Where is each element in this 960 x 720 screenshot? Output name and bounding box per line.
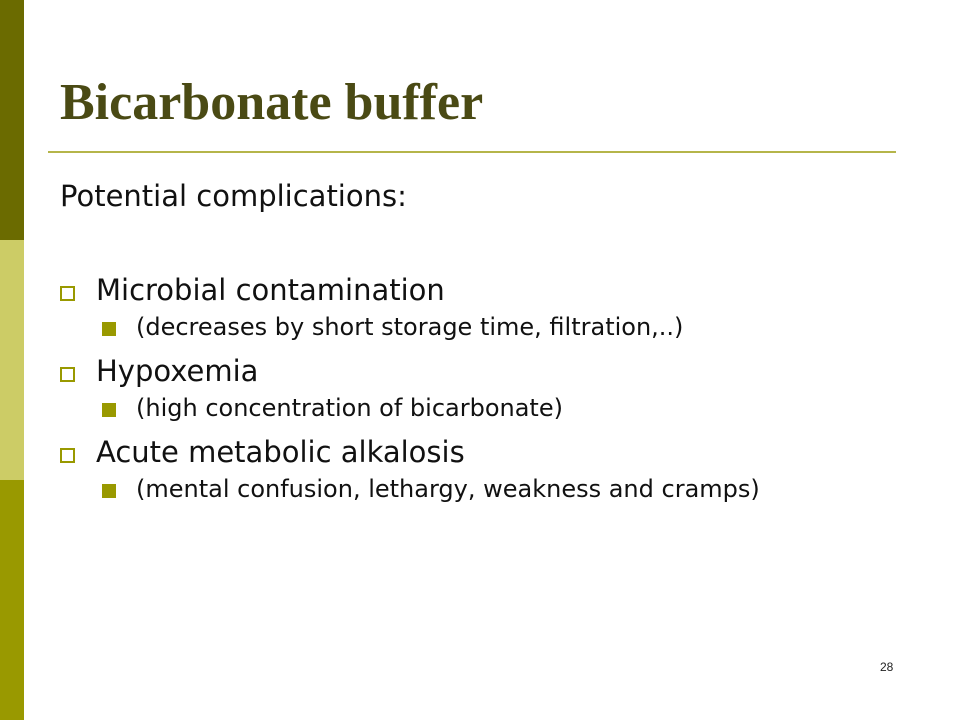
sidebar-top-band	[0, 0, 24, 240]
complications-list	[60, 270, 900, 507]
hollow-square-icon	[60, 448, 75, 463]
sidebar-bottom-band	[0, 480, 24, 720]
sublist-item	[96, 472, 900, 507]
list-item-hypoxemia	[60, 351, 900, 426]
sidebar-middle-band	[0, 240, 24, 480]
list-item-label: Acute metabolic alkalosis	[96, 435, 465, 469]
intro-text: Potential complications:	[60, 179, 407, 213]
hollow-square-icon	[60, 286, 75, 301]
filled-square-icon	[102, 484, 116, 498]
sublist-item	[96, 391, 900, 426]
title-divider	[48, 151, 896, 153]
sublist-item-text: (high concentration of bicarbonate)	[136, 394, 563, 422]
filled-square-icon	[102, 403, 116, 417]
sublist-item-text: (mental confusion, lethargy, weakness and cramps)	[136, 475, 760, 503]
list-item-label: Hypoxemia	[96, 354, 259, 388]
sublist	[96, 391, 900, 426]
list-item-microbial	[60, 270, 900, 345]
sublist-item	[96, 310, 900, 345]
filled-square-icon	[102, 322, 116, 336]
slide-body	[60, 176, 900, 513]
page-number: 28	[880, 660, 894, 674]
list-item-alkalosis	[60, 432, 900, 507]
list-item-label: Microbial contamination	[96, 273, 445, 307]
slide-title: Bicarbonate buffer	[60, 74, 484, 131]
sublist	[96, 472, 900, 507]
sublist-item-text: (decreases by short storage time, filtration,..)	[136, 313, 684, 341]
sublist	[96, 310, 900, 345]
hollow-square-icon	[60, 367, 75, 382]
